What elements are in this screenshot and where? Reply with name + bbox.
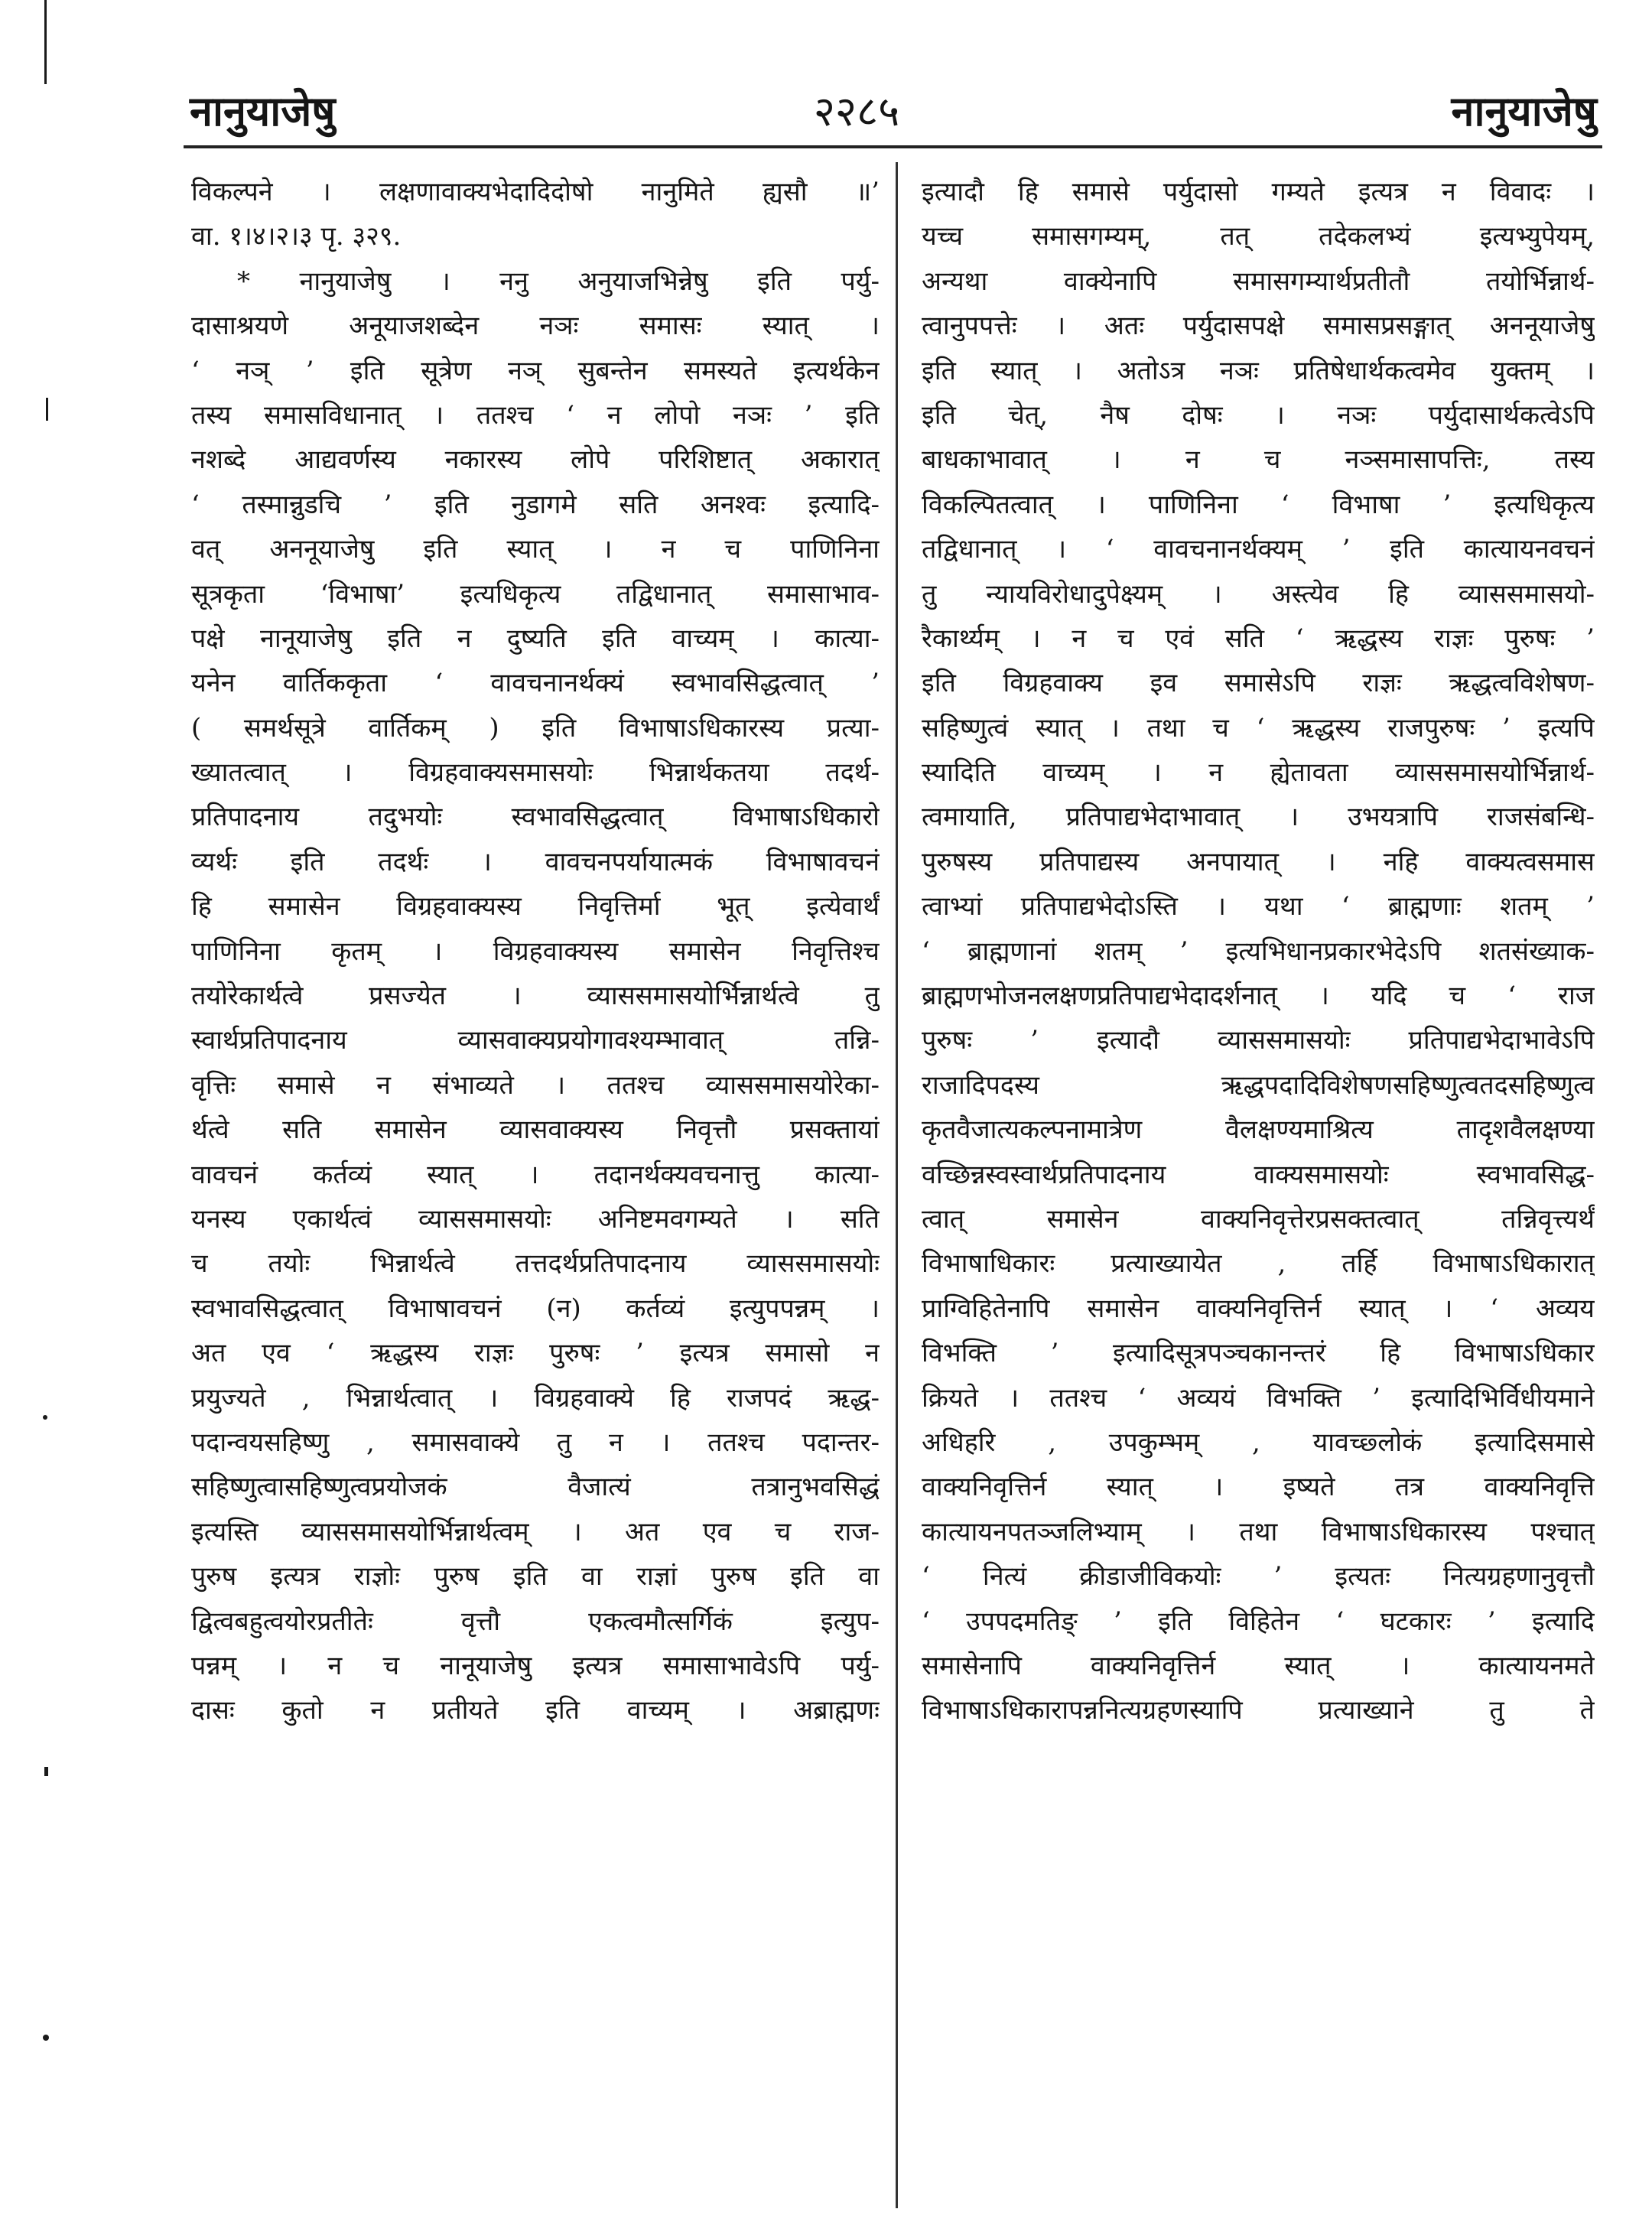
text-line: ‘ उपपदमतिङ् ’ इति विहितेन ‘ घटकारः ’ इत्यादि xyxy=(922,1606,1595,1637)
text-line: त्वानुपपत्तेः । अतः पर्युदासपक्षे समासप्रसङ्गात् अननूयाजेषु xyxy=(922,311,1595,342)
text-line: ‘ नित्यं क्रीडाजीविकयोः ’ इत्यतः नित्यग्रहणानुवृत्तौ xyxy=(922,1561,1595,1592)
text-line: * नानुयाजेषु । ननु अनुयाजभिन्नेषु इति पर्यु- xyxy=(237,265,880,297)
text-line: पुरुष इत्यत्र राज्ञोः पुरुष इति वा राज्ञां पुरुष इति वा xyxy=(191,1561,880,1592)
text-line: सूत्रकृता ‘विभाषा’ इत्यधिकृत्य तद्विधानात् समासाभाव- xyxy=(191,578,880,610)
text-line: ‘ ब्राह्मणानां शतम् ’ इत्यभिधानप्रकारभेदेऽपि शतसंख्याक- xyxy=(922,935,1595,967)
text-line: समासेनापि वाक्यनिवृत्तिर्न स्यात् । कात्यायनमते xyxy=(922,1650,1595,1681)
text-line: च तयोः भिन्नार्थत्वे तत्तदर्थप्रतिपादनाय व्याससमासयोः xyxy=(191,1248,880,1280)
page-number: २२८५ xyxy=(813,87,900,135)
text-line: यनस्य एकार्थत्वं व्याससमासयोः अनिष्टमवगम्यते । सति xyxy=(191,1203,880,1235)
text-line: अधिहरि , उपकुम्भम् , यावच्छ्लोकं इत्यादिसमासे xyxy=(922,1427,1595,1458)
text-line: ‘ तस्मान्नुडचि ’ इति नुडागमे सति अनश्वः इत्यादि- xyxy=(191,489,880,520)
scan-edge-mark xyxy=(43,1415,47,1420)
text-line: नशब्दे आद्यवर्णस्य नकारस्य लोपे परिशिष्टात् अकारात् xyxy=(191,444,880,476)
text-line: कृतवैजात्यकल्पनामात्रेण वैलक्षण्यमाश्रित्य तादृशवैलक्षण्या xyxy=(922,1114,1595,1146)
text-line: इति स्यात् । अतोऽत्र नञः प्रतिषेधार्थकत्वमेव युक्तम् । xyxy=(922,355,1595,386)
text-line: स्वभावसिद्धत्वात् विभाषावचनं (न) कर्तव्यं इत्युपपन्नम् । xyxy=(191,1293,880,1324)
text-line: स्वार्थप्रतिपादनाय व्यासवाक्यप्रयोगावश्यम्भावात् तन्नि- xyxy=(191,1025,880,1056)
text-line: प्रतिपादनाय तदुभयोः स्वभावसिद्धत्वात् विभाषाऽधिकारो xyxy=(191,802,880,833)
text-line: इत्यस्ति व्याससमासयोर्भिन्नार्थत्वम् । अत एव च राज- xyxy=(191,1516,880,1547)
text-line: वाक्यनिवृत्तिर्न स्यात् । इष्यते तत्र वाक्यनिवृत्ति xyxy=(922,1472,1595,1503)
text-line: प्राग्विहितेनापि समासेन वाक्यनिवृत्तिर्न स्यात् । ‘ अव्यय xyxy=(922,1293,1595,1324)
text-line: यनेन वार्तिककृता ‘ वावचनानर्थक्यं स्वभावसिद्धत्वात् ’ xyxy=(191,668,880,699)
text-line: बाधकाभावात् । न च नञ्समासापत्तिः, तस्य xyxy=(922,444,1595,476)
text-line: पाणिनिना कृतम् । विग्रहवाक्यस्य समासेन निवृत्तिश्च xyxy=(191,935,880,967)
text-line: र्थत्वे सति समासेन व्यासवाक्यस्य निवृत्तौ प्रसक्तायां xyxy=(191,1114,880,1146)
text-line: प्रयुज्यते , भिन्नार्थत्वात् । विग्रहवाक्ये हि राजपदं ऋद्ध- xyxy=(191,1382,880,1414)
text-line: तयोरेकार्थत्वे प्रसज्येत । व्याससमासयोर्भिन्नार्थत्वे तु xyxy=(191,981,880,1012)
text-line: क्रियते । ततश्च ‘ अव्ययं विभक्ति ’ इत्यादिभिर्विधीयमाने xyxy=(922,1382,1595,1414)
text-line: इति चेत्, नैष दोषः । नञः पर्युदासार्थकत्वेऽपि xyxy=(922,399,1595,431)
text-line: व्यर्थः इति तदर्थः । वावचनपर्यायात्मकं विभाषावचनं xyxy=(191,846,880,877)
text-line: वत् अननूयाजेषु इति स्यात् । न च पाणिनिना xyxy=(191,534,880,565)
text-line: पुरुषस्य प्रतिपाद्यस्य अनपायात् । नहि वाक्यत्वसमास xyxy=(922,846,1595,877)
text-line: ( समर्थसूत्रे वार्तिकम् ) इति विभाषाऽधिकारस्य प्रत्या- xyxy=(191,712,880,743)
text-line: ख्यातत्वात् । विग्रहवाक्यसमासयोः भिन्नार्थकतया तदर्थ- xyxy=(191,757,880,789)
text-line: द्वित्वबहुत्वयोरप्रतीतेः वृत्तौ एकत्वमौत्सर्गिकं इत्युप- xyxy=(191,1606,880,1637)
left-column xyxy=(191,170,880,1733)
text-line: त्वमायाति, प्रतिपाद्यभेदाभावात् । उभयत्रापि राजसंबन्धि- xyxy=(922,802,1595,833)
text-line: ‘ नञ् ’ इति सूत्रेण नञ् सुबन्तेन समस्यते इत्यर्थकेन xyxy=(191,355,880,386)
scan-edge-mark xyxy=(43,2035,49,2041)
text-line: त्वाभ्यां प्रतिपाद्यभेदोऽस्ति । यथा ‘ ब्राह्मणाः शतम् ’ xyxy=(922,891,1595,922)
text-line: रैकार्थ्यम् । न च एवं सति ‘ ऋद्धस्य राज्ञः पुरुषः ’ xyxy=(922,623,1595,654)
text-line: राजादिपदस्य ऋद्धपदादिविशेषणसहिष्णुत्वतदसहिष्णुत्व xyxy=(922,1069,1595,1101)
text-line: हि समासेन विग्रहवाक्यस्य निवृत्तिर्मा भूत् इत्येवार्थं xyxy=(191,891,880,922)
text-line: कात्यायनपतञ्जलिभ्याम् । तथा विभाषाऽधिकारस्य पश्चात् xyxy=(922,1516,1595,1547)
text-line: विभाषाऽधिकारापन्ननित्यग्रहणस्यापि प्रत्याख्याने तु ते xyxy=(922,1695,1595,1726)
column-divider xyxy=(896,162,898,2208)
text-line: तु न्यायविरोधादुपेक्ष्यम् । अस्त्येव हि व्याससमासयो- xyxy=(922,578,1595,610)
text-line: वृत्तिः समासे न संभाव्यते । ततश्च व्याससमासयोरेका- xyxy=(191,1069,880,1101)
running-head-right: नानुयाजेषु xyxy=(1451,87,1597,135)
text-line: त्वात् समासेन वाक्यनिवृत्तेरप्रसक्तत्वात् तन्निवृत्त्यर्थं xyxy=(922,1203,1595,1235)
text-line: विभक्ति ’ इत्यादिसूत्रपञ्चकानन्तरं हि विभाषाऽधिकार xyxy=(922,1338,1595,1369)
text-line: पदान्वयसहिष्णु , समासवाक्ये तु न । ततश्च पदान्तर- xyxy=(191,1427,880,1458)
text-line: दासः कुतो न प्रतीयते इति वाच्यम् । अब्राह्मणः xyxy=(191,1695,880,1726)
text-line: इति विग्रहवाक्य इव समासेऽपि राज्ञः ऋद्धत्वविशेषण- xyxy=(922,668,1595,699)
text-line: तस्य समासविधानात् । ततश्च ‘ न लोपो नञः ’ इति xyxy=(191,399,880,431)
text-line: पुरुषः ’ इत्यादौ व्याससमासयोः प्रतिपाद्यभेदाभावेऽपि xyxy=(922,1025,1595,1056)
text-line: वावचनं कर्तव्यं स्यात् । तदानर्थक्यवचनात्तु कात्या- xyxy=(191,1159,880,1190)
scan-edge-mark xyxy=(44,0,47,84)
text-line: तद्विधानात् । ‘ वावचनानर्थक्यम् ’ इति कात्यायनवचनं xyxy=(922,534,1595,565)
text-line: विभाषाधिकारः प्रत्याख्यायेत , तर्हि विभाषाऽधिकारात् xyxy=(922,1248,1595,1280)
text-line: यच्च समासगम्यम्, तत् तदेकलभ्यं इत्यभ्युपेयम्, xyxy=(922,221,1595,252)
text-line: ब्राह्मणभोजनलक्षणप्रतिपाद्यभेदादर्शनात् । यदि च ‘ राज xyxy=(922,981,1595,1012)
text-line: वच्छिन्नस्वस्वार्थप्रतिपादनाय वाक्यसमासयोः स्वभावसिद्ध- xyxy=(922,1159,1595,1190)
text-line: अन्यथा वाक्येनापि समासगम्यार्थप्रतीतौ तयोर्भिन्नार्थ- xyxy=(922,265,1595,297)
header-rule xyxy=(184,145,1602,148)
text-line: विकल्पने । लक्षणावाक्यभेदादिदोषो नानुमिते ह्यसौ ॥’ xyxy=(191,177,880,207)
scan-edge-mark xyxy=(46,398,48,421)
running-head-left: नानुयाजेषु xyxy=(190,87,336,135)
scan-edge-mark xyxy=(44,1767,48,1776)
text-line: पक्षे नानूयाजेषु इति न दुष्यति इति वाच्यम् । कात्या- xyxy=(191,623,880,654)
text-line: सहिष्णुत्वं स्यात् । तथा च ‘ ऋद्धस्य राजपुरुषः ’ इत्यपि xyxy=(922,712,1595,743)
text-line: पन्नम् । न च नानूयाजेषु इत्यत्र समासाभावेऽपि पर्यु- xyxy=(191,1650,880,1681)
right-column xyxy=(922,170,1595,1733)
text-line: इत्यादौ हि समासे पर्युदासो गम्यते इत्यत्र न विवादः । xyxy=(922,177,1595,207)
text-line: दासाश्रयणे अनूयाजशब्देन नञः समासः स्यात् । xyxy=(191,311,880,342)
text-line: सहिष्णुत्वासहिष्णुत्वप्रयोजकं वैजात्यं तत्रानुभवसिद्धं xyxy=(191,1472,880,1503)
text-line: विकल्पितत्वात् । पाणिनिना ‘ विभाषा ’ इत्यधिकृत्य xyxy=(922,489,1595,520)
text-line: अत एव ‘ ऋद्धस्य राज्ञः पुरुषः ’ इत्यत्र समासो न xyxy=(191,1338,880,1369)
text-line: वा. १।४।२।३ पृ. ३२९. xyxy=(191,221,402,252)
text-line: स्यादिति वाच्यम् । न ह्येतावता व्याससमासयोर्भिन्नार्थ- xyxy=(922,757,1595,789)
